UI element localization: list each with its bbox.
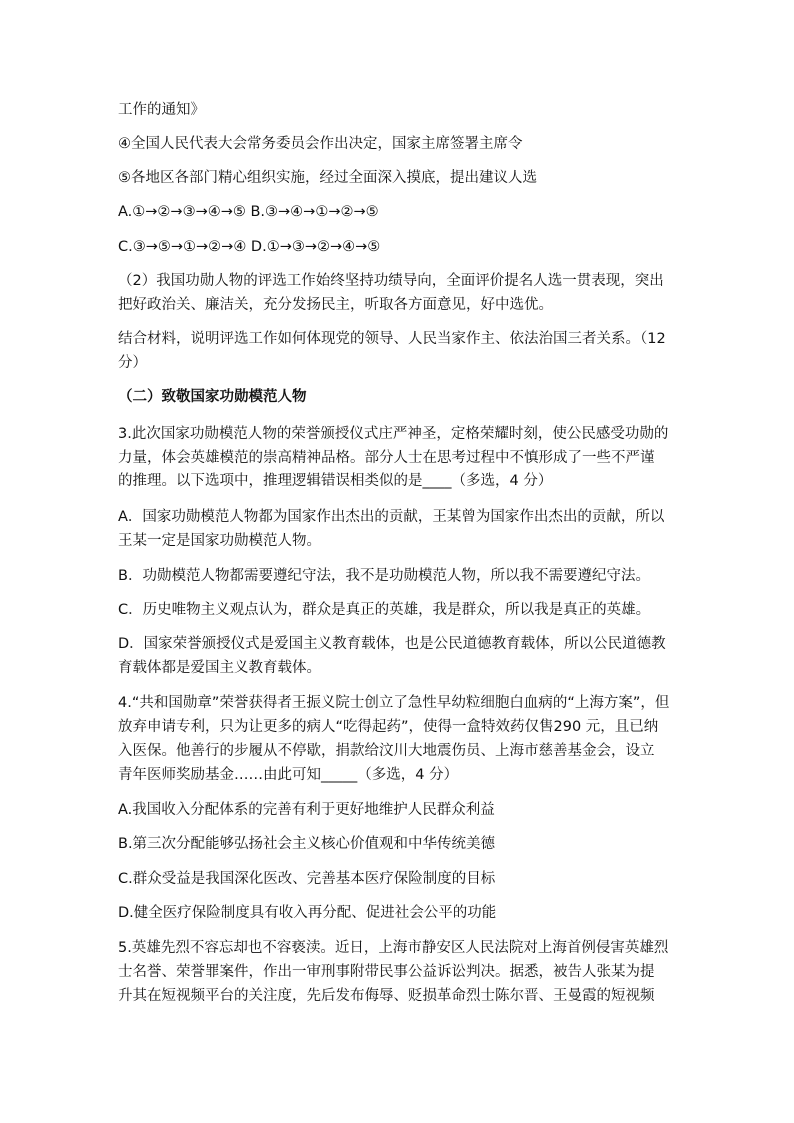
option-line: 王某一定是国家功勋模范人物。	[118, 533, 321, 549]
option-line: B.第三次分配能够弘扬社会主义核心价值观和中华传统美德	[118, 836, 496, 852]
section-heading: （二）致敬国家功勋模范人物	[118, 389, 307, 405]
question-line: 升其在短视频平台的关注度，先后发布侮辱、贬损革命烈士陈尔晋、王曼霞的短视频	[118, 988, 655, 1004]
question-line: 士名誉、荣誉罪案件，作出一审刑事附带民事公益诉讼判决。据悉，被告人张某为提	[118, 964, 655, 980]
option-line: C．历史唯物主义观点认为，群众是真正的英雄，我是群众，所以我是真正的英雄。	[118, 602, 651, 618]
text-line: 工作的通知》	[118, 102, 205, 118]
question-line: 的推理。以下选项中，推理逻辑错误相类似的是____（多选，4 分）	[118, 473, 553, 489]
option-line: D.健全医疗保险制度具有收入再分配、促进社会公平的功能	[118, 905, 497, 921]
option-line: D．国家荣誉颁授仪式是爱国主义教育载体，也是公民道德教育载体，所以公民道德教	[118, 636, 666, 652]
question-line: 4.“共和国勋章”荣誉获得者王振义院士创立了急性早幼粒细胞白血病的“上海方案”，但	[118, 695, 670, 711]
option-line: A.我国收入分配体系的完善有利于更好地维护人民群众利益	[118, 802, 495, 818]
text-line: （2）我国功勋人物的评选工作始终坚持功绩导向，全面评价提名人选一贯表现，突出	[118, 273, 664, 289]
text-line: 分）	[118, 355, 147, 371]
question-line: 5.英雄先烈不容忘却也不容亵渎。近日，上海市静安区人民法院对上海首例侵害英雄烈	[118, 940, 669, 956]
option-line: 育载体都是爱国主义教育载体。	[118, 660, 321, 676]
option-line: C.群众受益是我国深化医改、完善基本医疗保险制度的目标	[118, 871, 496, 887]
question-line: 力量，体会英雄模范的崇高精神品格。部分人士在思考过程中不慎形成了一些不严谨	[118, 450, 655, 466]
question-line: 放弃申请专利，只为让更多的病人“吃得起药”，使得一盒特效药仅售290 元，且已纳	[118, 719, 659, 735]
text-line: 把好政治关、廉洁关，充分发扬民主，听取各方面意见，好中选优。	[118, 297, 553, 313]
text-line: ⑤各地区各部门精心组织实施，经过全面深入摸底，提出建议人选	[118, 170, 537, 186]
option-line: A.①→②→③→④→⑤ B.③→④→①→②→⑤	[118, 204, 379, 220]
question-line: 入医保。他善行的步履从不停歇，捐款给汶川大地震伤员、上海市慈善基金会，设立	[118, 743, 655, 759]
question-line: 青年医师奖励基金……由此可知_____（多选，4 分）	[118, 767, 459, 783]
option-line: A．国家功勋模范人物都为国家作出杰出的贡献，王某曾为国家作出杰出的贡献，所以	[118, 509, 665, 525]
text-line: 结合材料，说明评选工作如何体现党的领导、人民当家作主、依法治国三者关系。（12	[118, 331, 666, 347]
question-line: 3.此次国家功勋模范人物的荣誉颁授仪式庄严神圣，定格荣耀时刻，使公民感受功勋的	[118, 426, 669, 442]
text-line: ④全国人民代表大会常务委员会作出决定，国家主席签署主席令	[118, 136, 523, 152]
option-line: C.③→⑤→①→②→④ D.①→③→②→④→⑤	[118, 239, 381, 255]
option-line: B．功勋模范人物都需要遵纪守法，我不是功勋模范人物，所以我不需要遵纪守法。	[118, 568, 650, 584]
